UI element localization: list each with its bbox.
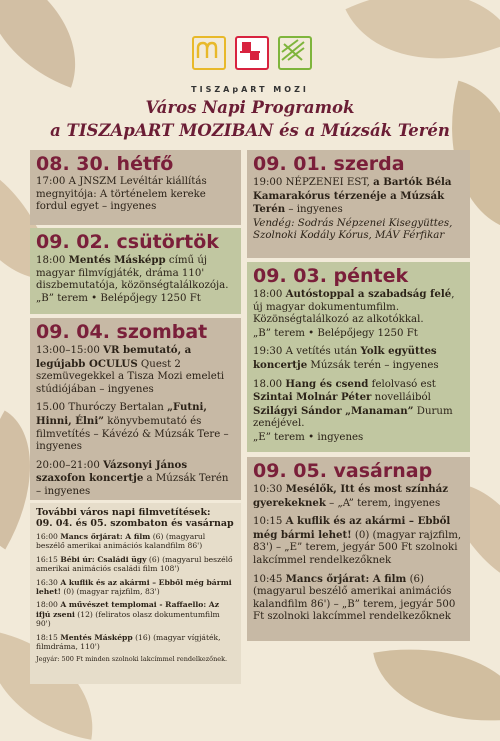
day-heading: 09. 01. szerda <box>253 153 405 175</box>
event-item: 18:00 Autóstoppal a szabadság felé, új magyar dokumentumfilm. Közönségtalálkozó az alkotókkal. <box>253 288 455 326</box>
further-films <box>30 503 241 684</box>
event-item: 19:00 NÉPZENEI EST, a Bartók Béla Kamarakórus térzenéje a Múzsák Terén – ingyenes <box>253 176 452 216</box>
event-item: 17:00 A JNSZM Levéltár kiállítás megnyitója: A történelem kereke fordul egyet – ingyenes <box>36 176 207 213</box>
event-ticket: „B” terem • Belépőjegy 1250 Ft <box>253 327 418 339</box>
event-item: 10:30 Mesélők, Itt és most színház gyerekeknek – „A” terem, ingyenes <box>253 483 449 509</box>
event-guests: Vendég: Sodrás Népzenei Kisegyüttes, Szolnoki Kodály Kórus, MÁV Férfikar <box>253 217 453 242</box>
event-item: 19:30 A vetítés után Yolk együttes koncertje Múzsák terén – ingyenes <box>253 345 439 371</box>
film-item: 16:30 A kuflik és az akármi – Ebből még bármi lehet! (0) (magyar rajzfilm, 83') <box>36 577 232 597</box>
logo-yellow-mark <box>192 36 226 70</box>
event-item: 10:15 A kuflik és az akármi – Ebből még bármi lehet! (0) (magyar rajzfilm, 83') – „E” terem, jegyár 500 Ft szolnoki lakcímmel rendelkezőknek <box>253 515 462 566</box>
day-0901 <box>247 150 470 258</box>
day-0830 <box>30 150 241 225</box>
ticket-footnote: Jegyár: 500 Ft minden szolnoki lakcímmel rendelkezőnek. <box>36 655 228 664</box>
film-item: 16:00 Mancs őrjárat: A film (6) (magyarul beszélő amerikai animációs kalandfilm 86') <box>36 532 206 551</box>
event-item: 13:00–15:00 VR bemutató, a legújabb OCULUS Quest 2 szemüvegekkel a Tisza Mozi emeleti stúdiójában – ingyenes <box>36 344 225 395</box>
film-item: 18:15 Mentés Másképp (16) (magyar vígjáték, filmdráma, 110') <box>36 632 221 652</box>
event-item: 10:45 Mancs őrjárat: A film (6) (magyarul beszélő amerikai animációs kalandfilm 86') – „B” terem, jegyár 500 Ft szolnoki lakcímmel rendelkezőknek <box>253 572 456 623</box>
day-0902 <box>30 228 241 314</box>
day-heading: 08. 30. hétfő <box>36 153 174 175</box>
day-heading: 09. 04. szombat <box>36 321 208 343</box>
films-heading: További város napi filmvetítések: <box>36 507 211 518</box>
day-heading: 09. 05. vasárnap <box>253 460 433 482</box>
day-heading: 09. 02. csütörtök <box>36 231 219 253</box>
logo-red-mark <box>235 36 269 70</box>
event-item: 15.00 Thuróczy Bertalan „Futni, Hinni, Élni” könyvbemutató és filmvetítés – Kávézó & Múzsák Tere – ingyenes <box>36 401 229 453</box>
film-item: 16:15 Bébi úr: Családi ügy (6) (magyarul beszélő amerikai animációs családi film 108') <box>36 554 233 574</box>
film-item: 18:00 A művészet templomai - Raffaello: Az ifjú zseni (12) (feliratos olasz dokumentumfilm 90') <box>36 600 220 629</box>
logo-text: TISZApART MOZI <box>191 85 309 94</box>
page-subtitle: a TISZApART MOZIBAN és a Múzsák Terén <box>50 121 450 140</box>
day-heading: 09. 03. péntek <box>253 265 409 287</box>
day-0904 <box>30 318 241 500</box>
event-item: 18:00 Mentés Másképp című új magyar filmvígjáték, dráma 110' diszbemutatója, közönségtalálkozója. „B” terem • Belépőjegy 1250 Ft <box>36 254 229 304</box>
logo-green-mark <box>278 36 312 70</box>
cinema-logo <box>0 36 500 96</box>
day-0903 <box>247 262 470 452</box>
event-item: 20:00–21:00 Vázsonyi János szaxofon koncertje a Múzsák Terén – ingyenes <box>36 458 229 497</box>
films-subheading: 09. 04. és 05. szombaton és vasárnap <box>36 518 234 529</box>
event-item: 18.00 Hang és csend felolvasó est Szintai Molnár Péter novelláiból Szilágyi Sándor „Manaman” Durum zenéjével. <box>253 377 453 430</box>
event-ticket: „E” terem • ingyenes <box>253 431 364 443</box>
day-0905 <box>247 457 470 641</box>
page-title: Város Napi Programok <box>145 98 355 117</box>
